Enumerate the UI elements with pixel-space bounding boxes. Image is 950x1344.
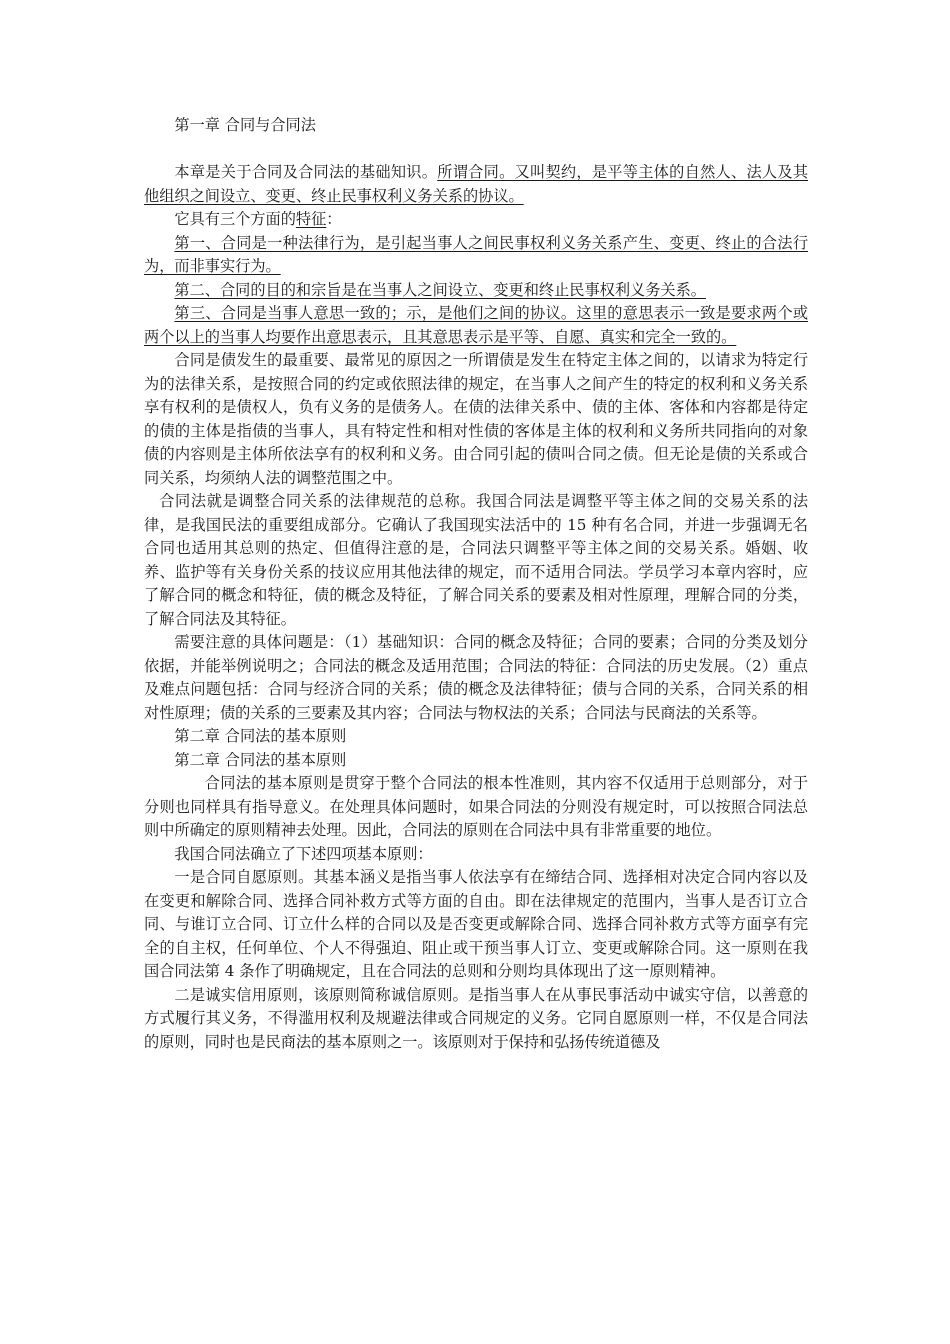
- features-colon: ：: [326, 210, 342, 228]
- notes-paragraph: 需要注意的具体问题是：（1）基础知识：合同的概念及特征；合同的要素；合同的分类及划分依据，并能举例说明之；合同法的概念及适用范围；合同法的特征：合同法的历史发展。（2）重点及难点问题包括：合同与经济合同的关系；债的概念及法律特征；债与合同的关系，合同关系的相对性原理；债的关系的三要素及其内容；合同法与物权法的关系；合同法与民商法的关系等。: [144, 633, 808, 722]
- principle-1-paragraph: 一是合同自愿原则。其基本涵义是指当事人依法享有在缔结合同、选择相对决定合同内容以及在变更和解除合同、选择合同补救方式等方面的自由。即在法律规定的范围内，当事人是否订立合同、与谁订立合同、订立什么样的合同以及是否变更或解除合同、选择合同补救方式等方面享有完全的自主权，任何单位、个人不得强迫、阻止或干预当事人订立、变更或解除合同。这一原则在我国合同法第 4 条作了明确规定，且在合同法的总则和分则均具体现出了这一原则精神。: [144, 868, 808, 980]
- contract-law-paragraph: 合同法就是调整合同关系的法律规范的总称。我国合同法是调整平等主体之间的交易关系的法律，是我国民法的重要组成部分。它确认了我国现实法活中的 15 种有名合同，并进一步强调无名合同也适用其总则的热定、但值得注意的是，合同法只调整平等主体之间的交易关系。婚姻、收养、监护等有关身份关系的技议应用其他法律的规定，而不适用合同法。学员学习本章内容时，应了解合同的概念和特征，债的概念及特征，了解合同关系的要素及相对性原理，理解合同的分类，了解合同法及其特征。: [144, 492, 808, 628]
- spacer: [144, 138, 808, 162]
- contract-definition: 所谓合同。又叫契约，是平等主体的自然人、法人及其他组织之间设立、变更、终止民事权利义务关系的协议。: [144, 163, 809, 205]
- features-keyword: 特征: [295, 210, 327, 228]
- chapter-2-title-repeat: 第二章 合同法的基本原则: [174, 750, 347, 769]
- four-principles-heading: 我国合同法确立了下述四项基本原则：: [174, 844, 433, 863]
- feature-2: 第二、合同的目的和宗旨是在当事人之间设立、变更和终止民事权利义务关系。: [174, 280, 706, 299]
- features-heading: [144, 208, 808, 232]
- intro-paragraph: [144, 161, 808, 208]
- debt-paragraph: 合同是债发生的最重要、最常见的原因之一所谓债是发生在特定主体之间的，以请求为特定行为的法律关系，是按照合同的约定或依照法律的规定，在当事人之间产生的特定的权利和义务关系享有权利的是债权人，负有义务的是债务人。在债的法律关系中、债的主体、客体和内容都是待定的债的主体是指债的当事人，具有特定性和相对性债的客体是主体的权利和义务所共同指向的对象债的内容则是主体所依法享有的权利和义务。由合同引起的债叫合同之债。但无论是债的关系或合同关系，均须纳人法的调整范围之中。: [144, 351, 808, 487]
- features-text: 它具有三个方面的: [174, 210, 296, 228]
- chapter-2-title: 第二章 合同法的基本原则: [174, 727, 347, 745]
- document-page: [144, 114, 808, 1054]
- feature-3: 第三、合同是当事人意思一致的；示，是他们之间的协议。这里的意思表示一致是要求两个或两个以上的当事人均要作出意思表示，且其意思表示是平等、自愿、真实和完全一致的。: [144, 304, 808, 346]
- principles-paragraph: 合同法的基本原则是贯穿于整个合同法的根本性准则，其内容不仅适用于总则部分，对于分则也同样具有指导意义。在处理具体问题时，如果合同法的分则没有规定时，可以按照合同法总则中所确定的原则精神去处理。因此，合同法的原则在合同法中具有非常重要的地位。: [144, 774, 808, 839]
- principle-2-paragraph: 二是诚实信用原则，该原则简称诚信原则。是指当事人在从事民事活动中诚实守信，以善意的方式履行其义务，不得滥用权利及规避法律或合同规定的义务。它同自愿原则一样，不仅是合同法的原则，同时也是民商法的基本原则之一。该原则对于保持和弘扬传统道德及: [144, 985, 808, 1051]
- intro-text: 本章是关于合同及合同法的基础知识。: [174, 163, 438, 181]
- feature-1: 第一、合同是一种法律行为，是引起当事人之间民事权利义务关系产生、变更、终止的合法行为，而非事实行为。: [144, 233, 808, 275]
- chapter-1-title: 第一章 合同与合同法: [174, 116, 316, 134]
